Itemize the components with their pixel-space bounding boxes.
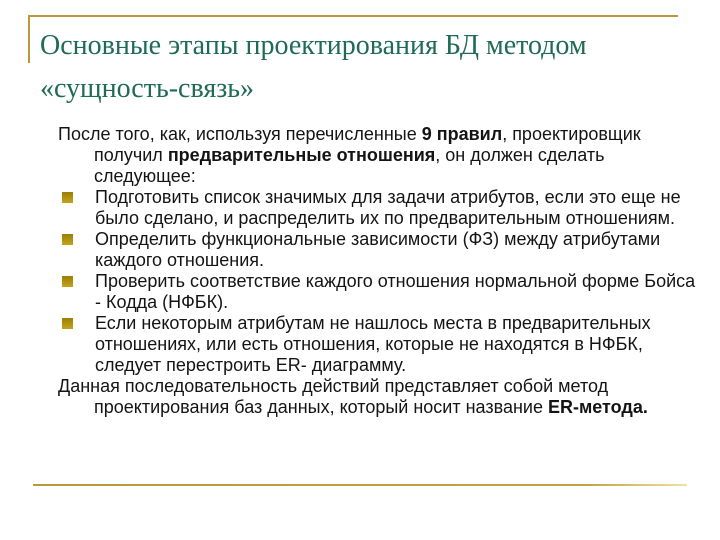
body-text: Определить функциональные зависимости (ФЗ) между атрибутами каждого отношения. (95, 229, 661, 270)
body-text: После того, как, используя перечисленные (58, 124, 422, 144)
bullet-item (58, 271, 704, 313)
bullet-item (58, 229, 704, 271)
body-paragraph (58, 376, 704, 418)
body-text: Подготовить список значимых для задачи атрибутов, если это еще не было сделано, и распределить их по предварительным отношениям. (95, 187, 681, 228)
body-text-bold: предварительные отношения (167, 145, 436, 165)
slide-body (58, 124, 704, 418)
bullet-item (58, 313, 704, 376)
slide-title: Основные этапы проектирования БД методом «сущность-связь» (40, 30, 587, 104)
bullet-square-icon (62, 276, 73, 287)
body-text: Данная последовательность действий представляет собой метод проектирования баз данных, который носит название (58, 376, 609, 417)
left-accent-rule (28, 15, 30, 63)
bullet-square-icon (62, 192, 73, 203)
top-accent-rule (28, 15, 678, 17)
bullet-item (58, 187, 704, 229)
body-text: Если некоторым атрибутам не нашлось места в предварительных отношениях, или есть отношения, которые не находятся в НФБК, следует перестроить ER- диаграмму. (95, 313, 651, 375)
body-paragraph (58, 124, 704, 187)
bullet-square-icon (62, 318, 73, 329)
body-text-bold: ER-метода. (547, 397, 648, 417)
body-text: , проектировщик получил (94, 124, 641, 165)
body-text-bold: 9 правил (421, 124, 503, 144)
bullet-square-icon (62, 234, 73, 245)
body-text: , он должен сделать следующее: (94, 145, 605, 186)
bottom-accent-rule (33, 484, 687, 486)
body-text: Проверить соответствие каждого отношения нормальной форме Бойса - Кодда (НФБК). (95, 271, 696, 312)
